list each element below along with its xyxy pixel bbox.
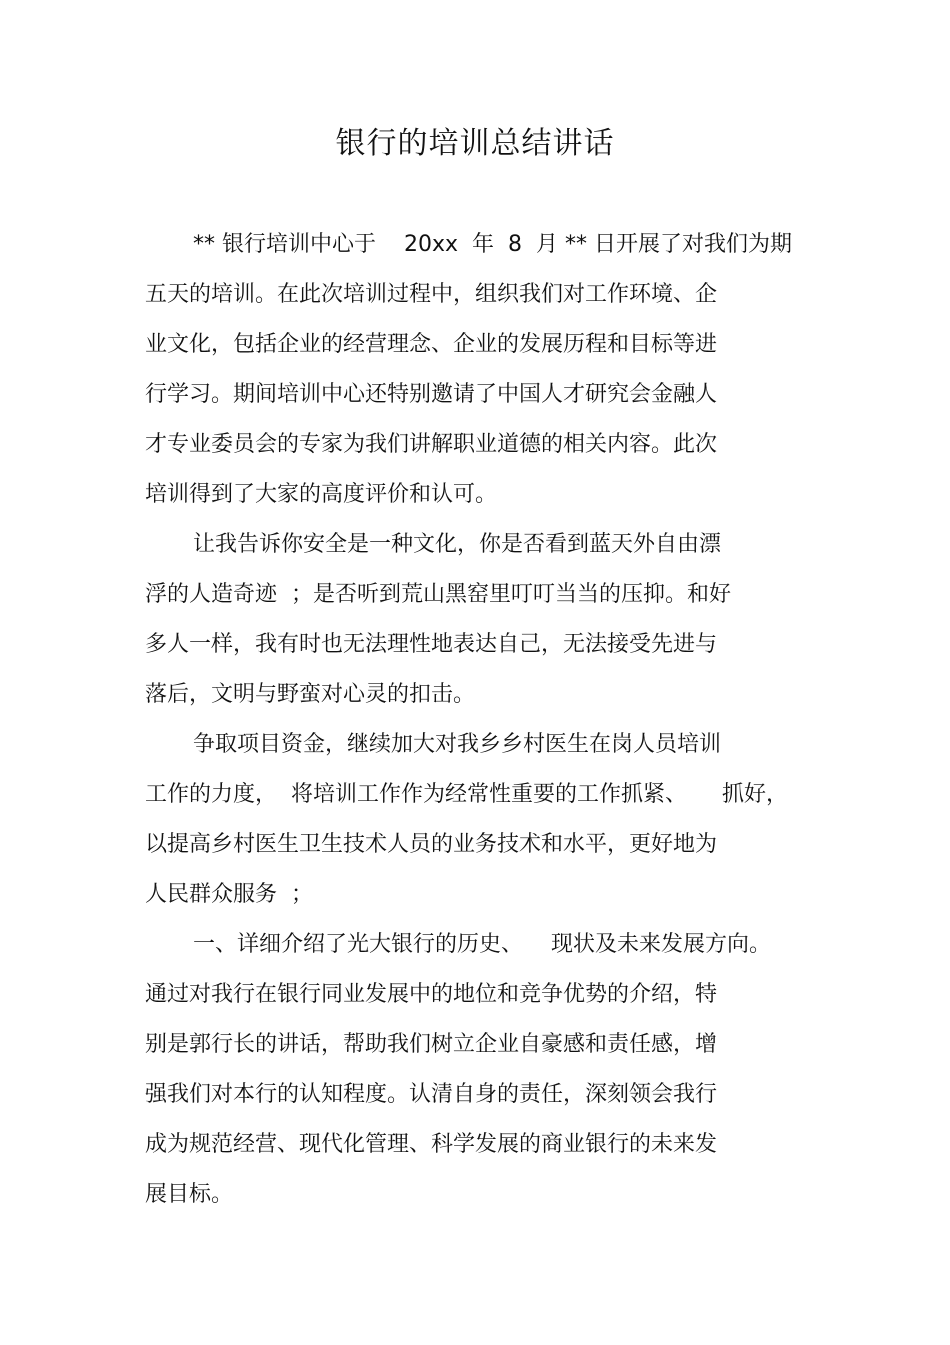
paragraph-4-line-5: 成为规范经营、现代化管理、科学发展的商业银行的未来发 — [145, 1132, 718, 1157]
document-body — [145, 220, 825, 1220]
paragraph-2-line-3: 多人一样，我有时也无法理性地表达自己，无法接受先进与 — [145, 632, 718, 657]
paragraph-1-line-5: 才专业委员会的专家为我们讲解职业道德的相关内容。此次 — [145, 432, 718, 457]
paragraph-4-line-3: 别是郭行长的讲话，帮助我们树立企业自豪感和责任感，增 — [145, 1032, 718, 1057]
paragraph-2-line-4: 落后，文明与野蛮对心灵的扣击。 — [145, 682, 476, 707]
paragraph-3-line-3: 以提高乡村医生卫生技术人员的业务技术和水平，更好地为 — [145, 832, 718, 857]
paragraph-4-line-4: 强我们对本行的认知程度。认清自身的责任，深刻领会我行 — [145, 1082, 718, 1107]
document-title: 银行的培训总结讲话 — [335, 126, 615, 161]
paragraph-4-line-2: 通过对我行在银行同业发展中的地位和竞争优势的介绍，特 — [145, 982, 718, 1007]
paragraph-4-line-6: 展目标。 — [145, 1182, 234, 1207]
paragraph-1-line-2: 五天的培训。在此次培训过程中，组织我们对工作环境、企 — [145, 282, 718, 307]
paragraph-1-line-3: 业文化，包括企业的经营理念、企业的发展历程和目标等进 — [145, 332, 718, 357]
paragraph-1-line-1: ** 银行培训中心于 20xx 年 8 月 ** 日开展了对我们为期 — [193, 232, 792, 257]
paragraph-1-line-6: 培训得到了大家的高度评价和认可。 — [145, 482, 498, 507]
paragraph-3-line-1: 争取项目资金，继续加大对我乡乡村医生在岗人员培训 — [193, 732, 722, 757]
paragraph-3-line-4: 人民群众服务 ； — [145, 882, 313, 907]
paragraph-4-line-1: 一、详细介绍了光大银行的历史、 现状及未来发展方向。 — [193, 932, 771, 957]
paragraph-2-line-2: 浮的人造奇迹 ；是否听到荒山黑窑里叮叮当当的压抑。和好 — [145, 582, 731, 607]
paragraph-2-line-1: 让我告诉你安全是一种文化，你是否看到蓝天外自由漂 — [193, 532, 722, 557]
paragraph-3-line-2: 工作的力度， 将培训工作作为经常性重要的工作抓紧、 抓好， — [145, 782, 788, 807]
paragraph-1-line-4: 行学习。期间培训中心还特别邀请了中国人才研究会金融人 — [145, 382, 718, 407]
